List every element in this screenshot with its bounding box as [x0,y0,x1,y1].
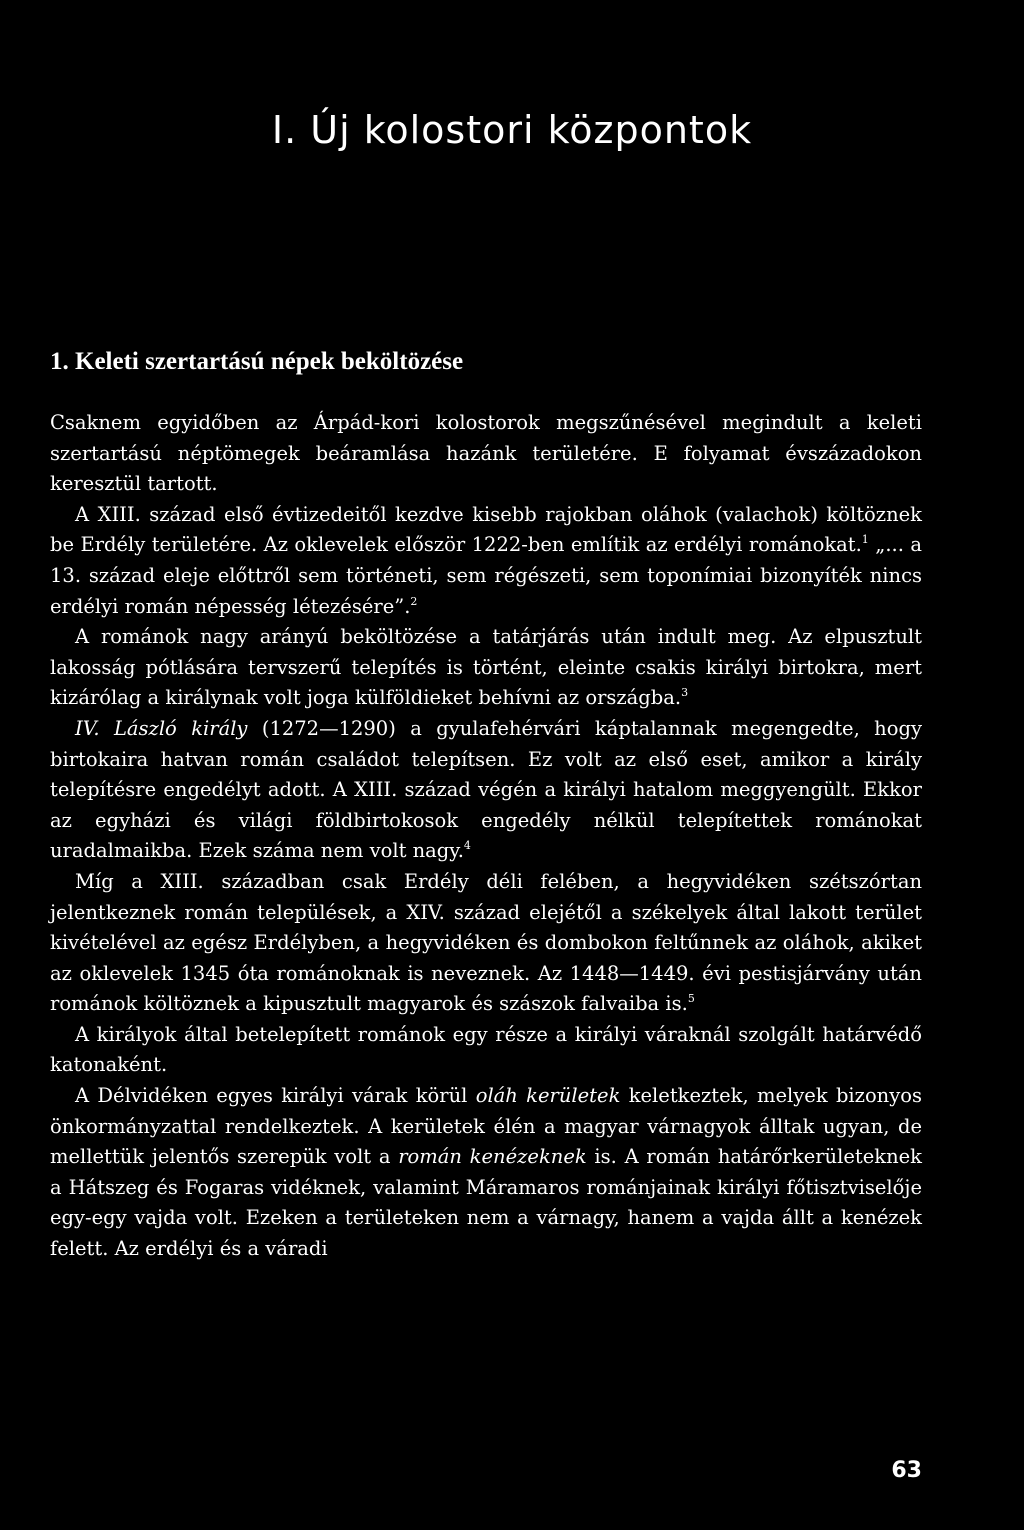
footnote-ref-2: 2 [410,594,418,608]
footnote-ref-5: 5 [687,992,695,1006]
body-text [50,408,922,1265]
page-number: 63 [891,1458,922,1483]
paragraph-1: Csaknem egyidőben az Árpád-kori kolostorok megszűnésével megindult a keleti szertartású néptömegek beáramlása hazánk területére. E folyamat évszázadokon keresztül tartott. [50,411,922,496]
paragraph-4: IV. László király (1272—1290) a gyulafehérvári káptalannak megengedte, hogy birtokaira hatvan román családot telepítsen. Ez volt az első eset, amikor a király telepítésre engedélyt adott. A XIII. század végén a királyi hatalom meggyengült. Ekkor az egyházi és világi földbirtokosok engedély nélkül telepítettek románokat uradalmaikba. Ezek száma nem volt nagy.$^4$ [50,716,922,863]
paragraph-3: A románok nagy arányú beköltözése a tatárjárás után indult meg. Az elpusztult lakosság pótlására tervszerű telepítés is történt, eleinte csakis királyi birtokra, mert kizárólag a királynak volt joga külföldieket behívni az országba.$^3$ [50,625,922,710]
footnote-ref-4: 4 [463,839,471,853]
footnote-ref-3: 3 [681,686,689,700]
paragraph-7: A Délvidéken egyes királyi várak körül oláh kerületek keletkeztek, melyek bizonyos önkormányzattal rendelkeztek. A kerületek élén a magyar várnagyok álltak ugyan, de mellettük jelentős szerepük volt a román kenézeknek is. A román határőrkerületeknek a Hátszeg és Fogaras vidéknek, valamint Máramaros románjainak királyi főtisztviselője egy-egy vajda volt. Ezeken a területeken nem a várnagy, hanem a vajda állt a kenézek felett. Az erdélyi és a váradi [50,1084,923,1261]
footnote-ref-1: 1 [861,533,869,547]
italic-name: László király [113,716,248,740]
italic-term-1: oláh kerületek [475,1084,621,1108]
paragraph-2: A XIII. század első évtizedeitől kezdve kisebb rajokban oláhok (valachok) költöznek be Erdély területére. Az oklevelek először 1222-ben említik az erdélyi románokat.$^1$ „... a 13. század eleje előttről sem történeti, sem régészeti, sem toponímiai bizonyíték nincs erdélyi román népesség létezésére”.$^2$ [50,502,922,618]
chapter-title: I. Új kolostori központok [271,108,753,152]
paragraph-6: A királyok által betelepített románok egy része a királyi váraknál szolgált határvédő katonaként. [50,1022,922,1077]
paragraph-5: Míg a XIII. században csak Erdély déli felében, a hegyvidéken szétszórtan jelentkeznek román települések, a XIV. század elejétől a székelyek által lakott terület kivételével az egész Erdélyben, a hegyvidéken és dombokon feltűnnek az oláhok, akiket az oklevelek 1345 óta románoknak is neveznek. Az 1448—1449. évi pestisjárvány után románok költöznek a kipusztult magyarok és szászok falvaiba is.$^5$ [50,869,922,1016]
italic-term-2: román kenézeknek [398,1145,587,1169]
section-title: 1. Keleti szertartású népek beköltözése [50,348,464,375]
